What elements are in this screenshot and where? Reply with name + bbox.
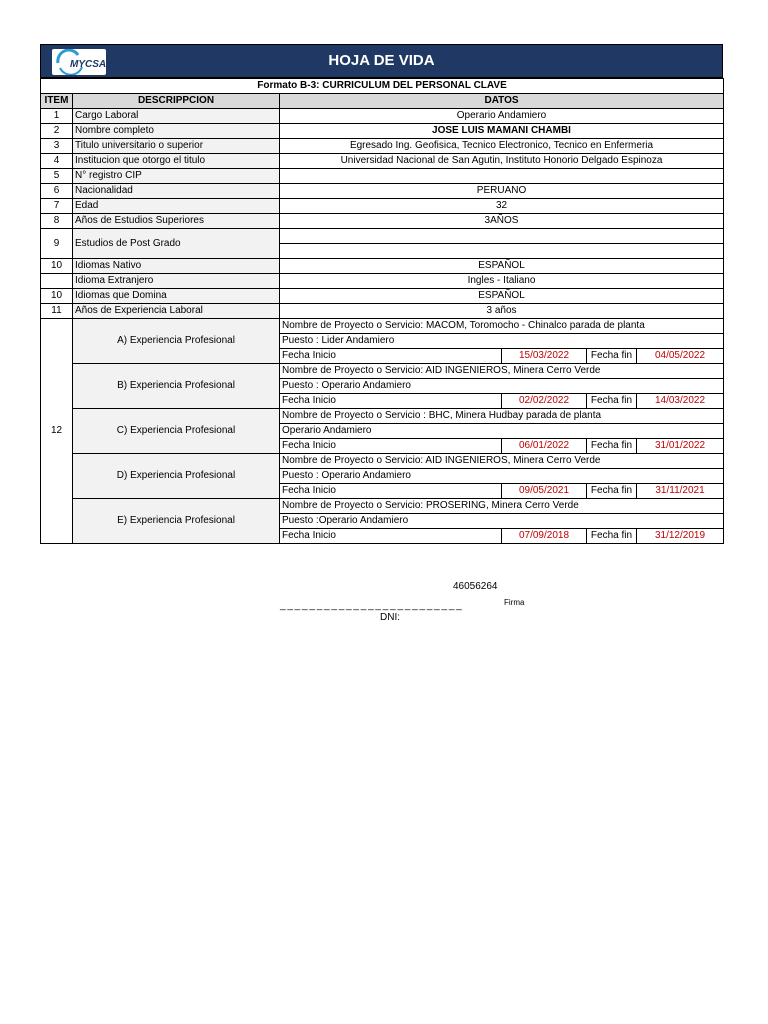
dni-label: DNI: xyxy=(380,612,400,623)
fecha-inicio-label: Fecha Inicio xyxy=(280,349,502,364)
row-description: Institucion que otorgo el titulo xyxy=(73,154,280,169)
experience-row xyxy=(41,409,724,424)
row-description: Titulo universitario o superior xyxy=(73,139,280,154)
fecha-inicio-label: Fecha Inicio xyxy=(280,484,502,499)
experience-position: Puesto :Operario Andamiero xyxy=(280,514,724,529)
fecha-inicio-label: Fecha Inicio xyxy=(280,394,502,409)
row-value: Universidad Nacional de San Agutin, Instituto Honorio Delgado Espinoza xyxy=(280,154,724,169)
row-description: Años de Estudios Superiores xyxy=(73,214,280,229)
experience-row xyxy=(41,454,724,469)
row-description: N° registro CIP xyxy=(73,169,280,184)
page-title: HOJA DE VIDA xyxy=(328,52,435,69)
experience-label: D) Experiencia Profesional xyxy=(73,454,280,499)
item-number: 2 xyxy=(41,124,73,139)
table-row xyxy=(41,124,724,139)
end-date: 31/01/2022 xyxy=(637,439,724,454)
row-description: Nombre completo xyxy=(73,124,280,139)
item-number: 4 xyxy=(41,154,73,169)
experience-label: B) Experiencia Profesional xyxy=(73,364,280,409)
fecha-fin-label: Fecha fin xyxy=(587,349,637,364)
item-number: 12 xyxy=(41,319,73,544)
experience-project: Nombre de Proyecto o Servicio: MACOM, Toromocho - Chinalco parada de planta xyxy=(280,319,724,334)
row-value: PERUANO xyxy=(280,184,724,199)
start-date: 02/02/2022 xyxy=(502,394,587,409)
item-number: 5 xyxy=(41,169,73,184)
row-description: Cargo Laboral xyxy=(73,109,280,124)
end-date: 31/12/2019 xyxy=(637,529,724,544)
row-description: Edad xyxy=(73,199,280,214)
experience-position: Puesto : Operario Andamiero xyxy=(280,379,724,394)
dni-number: 46056264 xyxy=(453,581,498,592)
table-row xyxy=(41,139,724,154)
experience-label: A) Experiencia Profesional xyxy=(73,319,280,364)
row-value xyxy=(280,169,724,184)
signature-line: _ _ _ _ _ _ _ _ _ _ _ _ _ _ _ _ _ _ _ _ _ _ _ _ _ xyxy=(280,600,462,611)
experience-label: C) Experiencia Profesional xyxy=(73,409,280,454)
title-banner xyxy=(40,44,723,78)
row-value: JOSE LUIS MAMANI CHAMBI xyxy=(280,124,724,139)
row-value: ESPAÑOL xyxy=(280,289,724,304)
table-row xyxy=(41,184,724,199)
experience-project: Nombre de Proyecto o Servicio: AID INGENIEROS, Minera Cerro Verde xyxy=(280,454,724,469)
table-row xyxy=(41,274,724,289)
experience-position: Puesto : Operario Andamiero xyxy=(280,469,724,484)
table-row xyxy=(41,214,724,229)
item-number: 11 xyxy=(41,304,73,319)
table-row xyxy=(41,169,724,184)
row-value: ESPAÑOL xyxy=(280,259,724,274)
item-number: 8 xyxy=(41,214,73,229)
fecha-fin-label: Fecha fin xyxy=(587,439,637,454)
item-number: 3 xyxy=(41,139,73,154)
resume-table xyxy=(40,78,724,544)
experience-label: E) Experiencia Profesional xyxy=(73,499,280,544)
row-value xyxy=(280,229,724,244)
table-row xyxy=(41,154,724,169)
experience-row xyxy=(41,364,724,379)
end-date: 04/05/2022 xyxy=(637,349,724,364)
experience-position: Puesto : Lider Andamiero xyxy=(280,334,724,349)
start-date: 06/01/2022 xyxy=(502,439,587,454)
row-value: Ingles - Italiano xyxy=(280,274,724,289)
table-row xyxy=(41,259,724,274)
table-row xyxy=(41,229,724,244)
row-value-extra xyxy=(280,244,724,259)
experience-row xyxy=(41,319,724,334)
end-date: 14/03/2022 xyxy=(637,394,724,409)
table-row xyxy=(41,199,724,214)
experience-project: Nombre de Proyecto o Servicio: PROSERING, Minera Cerro Verde xyxy=(280,499,724,514)
end-date: 31/11/2021 xyxy=(637,484,724,499)
experience-project: Nombre de Proyecto o Servicio : BHC, Minera Hudbay parada de planta xyxy=(280,409,724,424)
resume-sheet xyxy=(40,44,723,544)
fecha-fin-label: Fecha fin xyxy=(587,484,637,499)
table-row xyxy=(41,304,724,319)
row-value: 3AÑOS xyxy=(280,214,724,229)
experience-position: Operario Andamiero xyxy=(280,424,724,439)
item-number: 7 xyxy=(41,199,73,214)
firma-label: Firma xyxy=(504,598,525,607)
column-header-description: DESCRIPPCION xyxy=(73,94,280,109)
column-header-datos: DATOS xyxy=(280,94,724,109)
fecha-fin-label: Fecha fin xyxy=(587,529,637,544)
form-subtitle: Formato B-3: CURRICULUM DEL PERSONAL CLAVE xyxy=(41,79,724,94)
item-number: 10 xyxy=(41,259,73,274)
row-description: Idiomas Nativo xyxy=(73,259,280,274)
column-header-item: ITEM xyxy=(41,94,73,109)
experience-project: Nombre de Proyecto o Servicio: AID INGENIEROS, Minera Cerro Verde xyxy=(280,364,724,379)
row-description: Estudios de Post Grado xyxy=(73,229,280,259)
row-description: Idiomas que Domina xyxy=(73,289,280,304)
row-description: Idioma Extranjero xyxy=(73,274,280,289)
row-value: Operario Andamiero xyxy=(280,109,724,124)
start-date: 15/03/2022 xyxy=(502,349,587,364)
row-value: 32 xyxy=(280,199,724,214)
table-row xyxy=(41,289,724,304)
row-value: Egresado Ing. Geofisica, Tecnico Electronico, Tecnico en Enfermeria xyxy=(280,139,724,154)
item-number: 10 xyxy=(41,289,73,304)
item-number: 1 xyxy=(41,109,73,124)
start-date: 07/09/2018 xyxy=(502,529,587,544)
item-number xyxy=(41,274,73,289)
row-value: 3 años xyxy=(280,304,724,319)
item-number: 9 xyxy=(41,229,73,259)
fecha-inicio-label: Fecha Inicio xyxy=(280,529,502,544)
logo-text: MYCSA xyxy=(70,59,106,70)
row-description: Años de Experiencia Laboral xyxy=(73,304,280,319)
fecha-fin-label: Fecha fin xyxy=(587,394,637,409)
row-description: Nacionalidad xyxy=(73,184,280,199)
experience-row xyxy=(41,499,724,514)
item-number: 6 xyxy=(41,184,73,199)
fecha-inicio-label: Fecha Inicio xyxy=(280,439,502,454)
start-date: 09/05/2021 xyxy=(502,484,587,499)
table-row xyxy=(41,109,724,124)
